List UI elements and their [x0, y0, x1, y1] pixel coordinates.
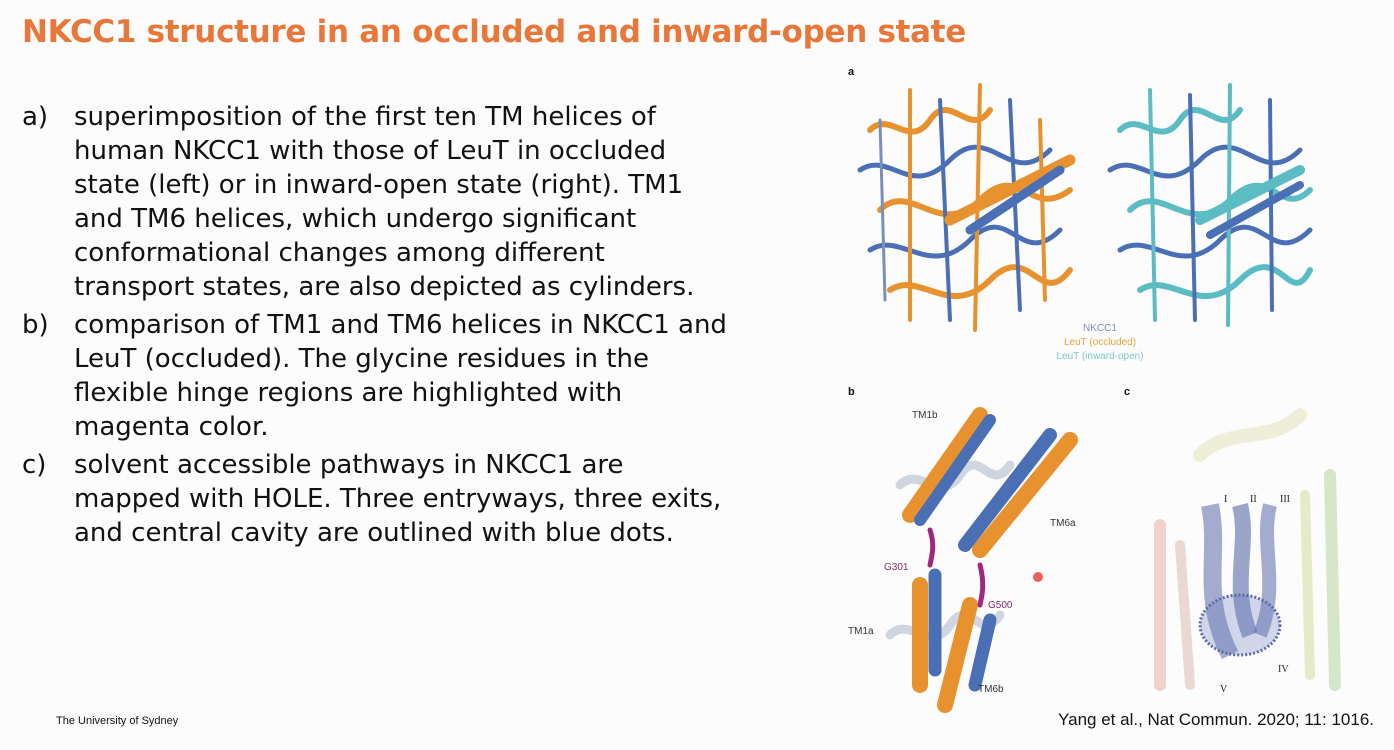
- figure: [840, 60, 1385, 710]
- roman-i: I: [1224, 494, 1228, 505]
- label-g500: G500: [988, 600, 1013, 611]
- bullet-text: comparison of TM1 and TM6 helices in NKCC1 and LeuT (occluded). The glycine residues in the flexible hinge regions are highlighted with magenta color.: [74, 310, 727, 442]
- roman-iii: III: [1280, 494, 1290, 505]
- bullet-marker: c): [22, 450, 47, 480]
- panel-a-left-structure: [850, 70, 1090, 340]
- bullet-text: solvent accessible pathways in NKCC1 are mapped with HOLE. Three entryways, three exits, and central cavity are outlined with blue dots.: [74, 450, 722, 548]
- bullet-marker: b): [22, 310, 49, 340]
- legend-nkcc1: NKCC1: [1083, 323, 1117, 334]
- label-tm6b: TM6b: [978, 684, 1004, 695]
- roman-ii: II: [1250, 494, 1257, 505]
- label-tm6a: TM6a: [1050, 518, 1076, 529]
- panel-c-label: c: [1124, 386, 1131, 398]
- citation: Yang et al., Nat Commun. 2020; 11: 1016.: [1058, 710, 1374, 729]
- legend-leut-occluded: LeuT (occluded): [1063, 337, 1137, 348]
- panel-a-legend: [1020, 322, 1180, 364]
- panel-b-structure: [860, 395, 1120, 705]
- roman-iv: IV: [1278, 664, 1289, 675]
- label-tm1b: TM1b: [912, 410, 938, 421]
- bullet-item-c: [22, 448, 732, 550]
- legend-leut-inward-open: LeuT (inward-open): [1056, 351, 1144, 362]
- bullet-marker: a): [22, 102, 49, 132]
- panel-c-structure: [1130, 395, 1380, 695]
- label-tm1a: TM1a: [848, 626, 874, 637]
- footer-university: The University of Sydney: [56, 715, 179, 727]
- label-g301: G301: [884, 562, 909, 573]
- bullet-item-b: [22, 308, 732, 444]
- panel-b-label: b: [848, 386, 855, 398]
- bullet-list: [22, 100, 732, 554]
- bullet-item-a: [22, 100, 732, 304]
- panel-a-right-structure: [1100, 70, 1330, 340]
- bullet-text: superimposition of the first ten TM helices of human NKCC1 with those of LeuT in occluded state (left) or in inward-open state (right). TM1 and TM6 helices, which undergo significant conformational changes among different transport states, are also depicted as cylinders.: [74, 102, 695, 302]
- panel-a-label: a: [848, 66, 855, 78]
- slide-title: NKCC1 structure in an occluded and inward-open state: [22, 14, 967, 50]
- roman-v: V: [1220, 684, 1228, 695]
